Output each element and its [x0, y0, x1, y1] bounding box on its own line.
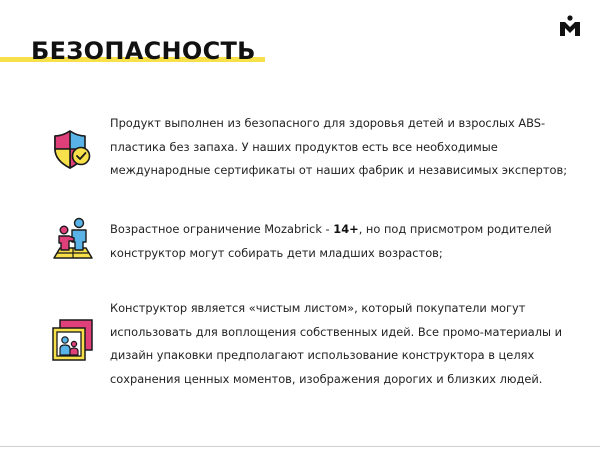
safety-item-text: Конструктор является «чистым листом», который покупатели могут использовать для воплощения собственных идей. Все промо-материалы и дизайн упаковки предполагают использование конструктора в целях сохранения ценных моментов, изображения дорогих и близких людей.	[110, 301, 563, 386]
shield-check-icon	[50, 127, 96, 173]
photo-frames-icon	[50, 318, 96, 364]
mozabrick-logo-icon[interactable]	[559, 15, 581, 37]
bottom-divider	[0, 446, 600, 447]
page-title: БЕЗОПАСНОСТЬ	[31, 37, 256, 65]
safety-item-text: Продукт выполнен из безопасного для здоровья детей и взрослых ABS-пластика без запаха. У наших продуктов есть все необходимые международные сертификаты от наших фабрик и независимых экспертов;	[110, 116, 568, 177]
parent-child-icon	[50, 216, 96, 262]
age-text-after: , но под присмотром родителей конструктор могут собирать дети младших возрастов;	[110, 222, 552, 260]
age-text-before: Возрастное ограничение Mozabrick -	[110, 222, 334, 236]
age-limit: 14+	[333, 222, 359, 236]
safety-item-text	[110, 218, 572, 265]
